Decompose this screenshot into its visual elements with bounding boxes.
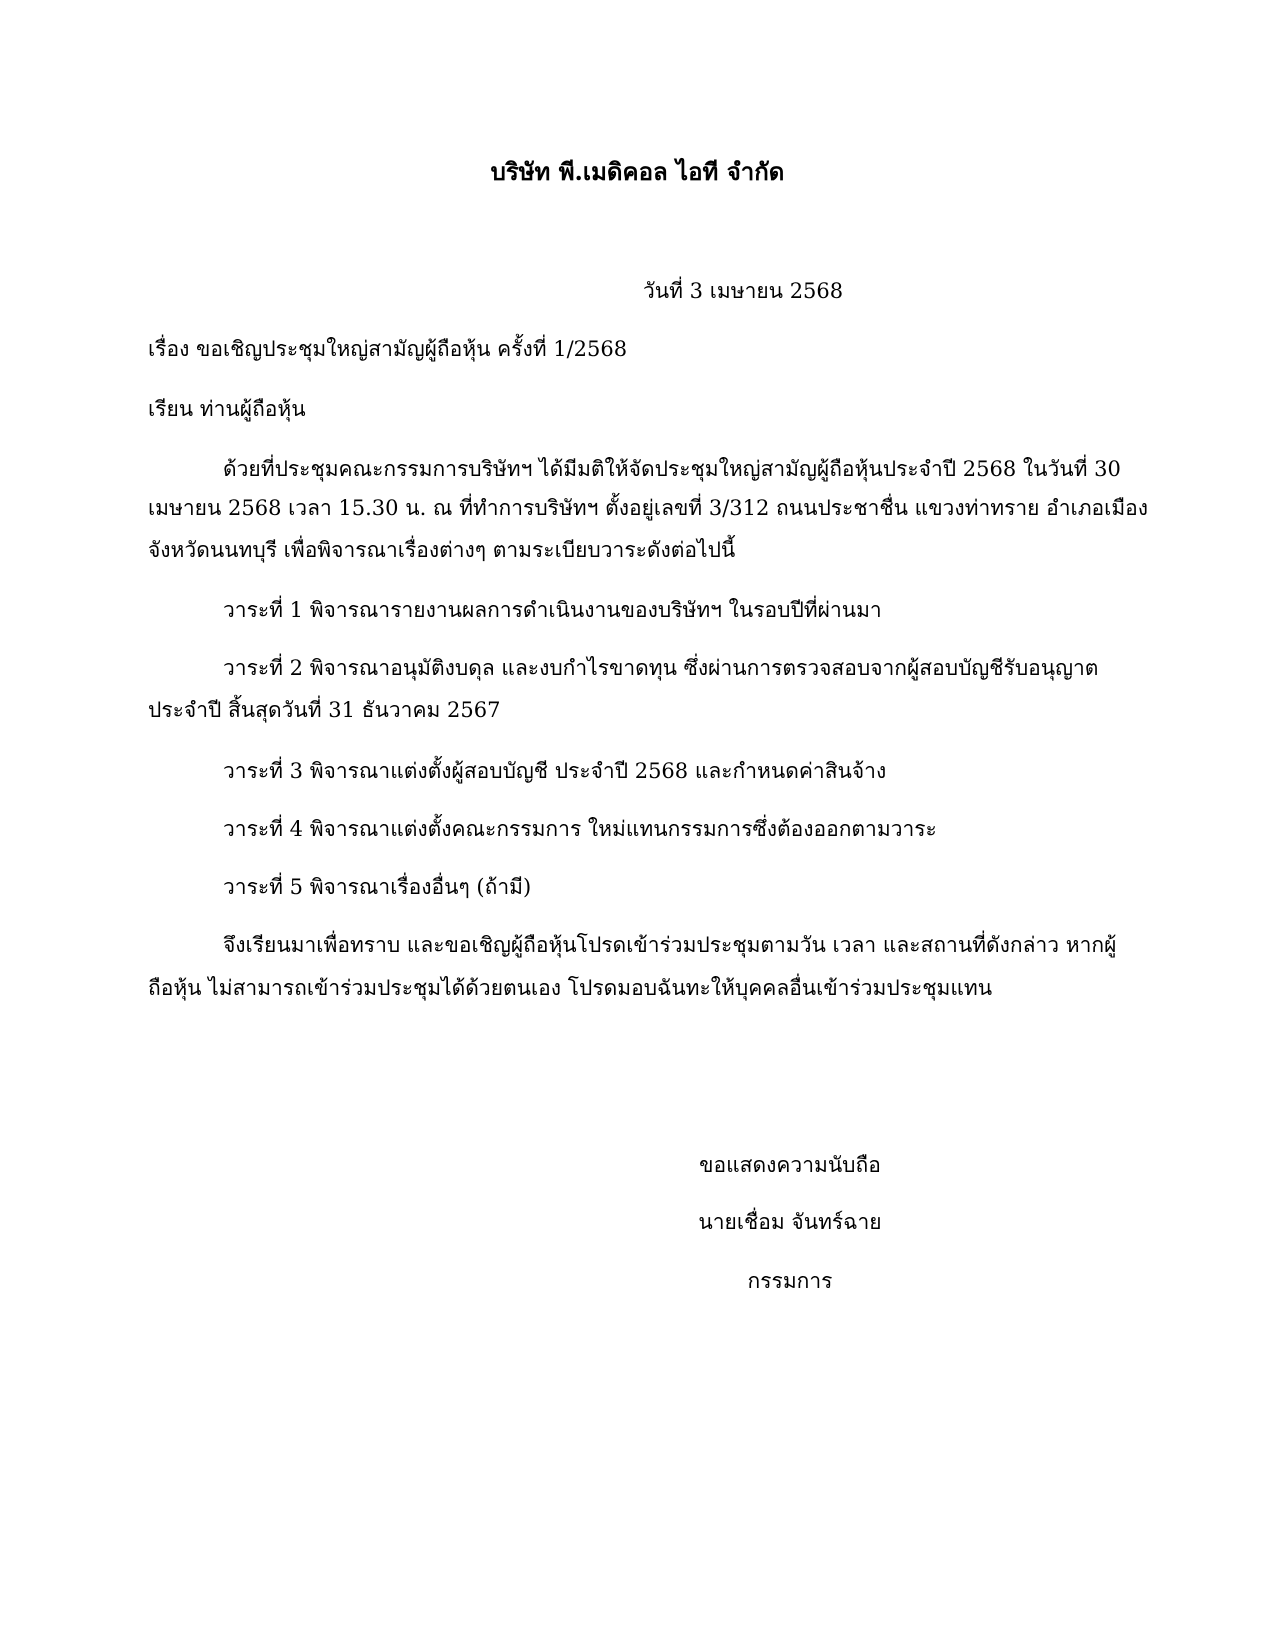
agenda-item-4: วาระที่ 4 พิจารณาแต่งตั้งคณะกรรมการ ใหม่แทนกรรมการซึ่งต้องออกตามวาระ xyxy=(223,817,937,841)
agenda-item-2-line-1: วาระที่ 2 พิจารณาอนุมัติงบดุล และงบกำไรขาดทุน ซึ่งผ่านการตรวจสอบจากผู้สอบบัญชีรับอนุญาต xyxy=(223,656,1099,680)
agenda-item-5: วาระที่ 5 พิจารณาเรื่องอื่นๆ (ถ้ามี) xyxy=(223,875,532,899)
signature-position: กรรมการ xyxy=(747,1269,833,1293)
intro-line-3: จังหวัดนนทบุรี เพื่อพิจารณาเรื่องต่างๆ ตามระเบียบวาระดังต่อไปนี้ xyxy=(148,538,736,562)
company-name: บริษัท พี.เมดิคอล ไอที จำกัด xyxy=(490,157,785,186)
agenda-item-2-line-2: ประจำปี สิ้นสุดวันที่ 31 ธันวาคม 2567 xyxy=(148,698,501,722)
letter-subject: เรื่อง ขอเชิญประชุมใหญ่สามัญผู้ถือหุ้น ครั้งที่ 1/2568 xyxy=(148,337,628,361)
letter-date: วันที่ 3 เมษายน 2568 xyxy=(643,279,844,303)
intro-line-1: ด้วยที่ประชุมคณะกรรมการบริษัทฯ ได้มีมติให้จัดประชุมใหญ่สามัญผู้ถือหุ้นประจำปี 2568 ในวันที่ 30 xyxy=(223,457,1121,481)
signature-regards: ขอแสดงความนับถือ xyxy=(699,1153,881,1177)
letter-recipient: เรียน ท่านผู้ถือหุ้น xyxy=(148,397,306,421)
agenda-item-3: วาระที่ 3 พิจารณาแต่งตั้งผู้สอบบัญชี ประจำปี 2568 และกำหนดค่าสินจ้าง xyxy=(223,759,887,783)
signature-name: นายเชื่อม จันทร์ฉาย xyxy=(698,1210,882,1234)
closing-line-2: ถือหุ้น ไม่สามารถเข้าร่วมประชุมได้ด้วยตนเอง โปรดมอบฉันทะให้บุคคลอื่นเข้าร่วมประชุมแทน xyxy=(148,976,993,1000)
closing-line-1: จึงเรียนมาเพื่อทราบ และขอเชิญผู้ถือหุ้นโปรดเข้าร่วมประชุมตามวัน เวลา และสถานที่ดังกล่าว หากผู้ xyxy=(223,933,1117,957)
agenda-item-1: วาระที่ 1 พิจารณารายงานผลการดำเนินงานของบริษัทฯ ในรอบปีที่ผ่านมา xyxy=(223,598,882,622)
intro-line-2: เมษายน 2568 เวลา 15.30 น. ณ ที่ทำการบริษัทฯ ตั้งอยู่เลขที่ 3/312 ถนนประชาชื่น แขวงท่าทราย อำเภอเมือง xyxy=(148,496,1149,520)
